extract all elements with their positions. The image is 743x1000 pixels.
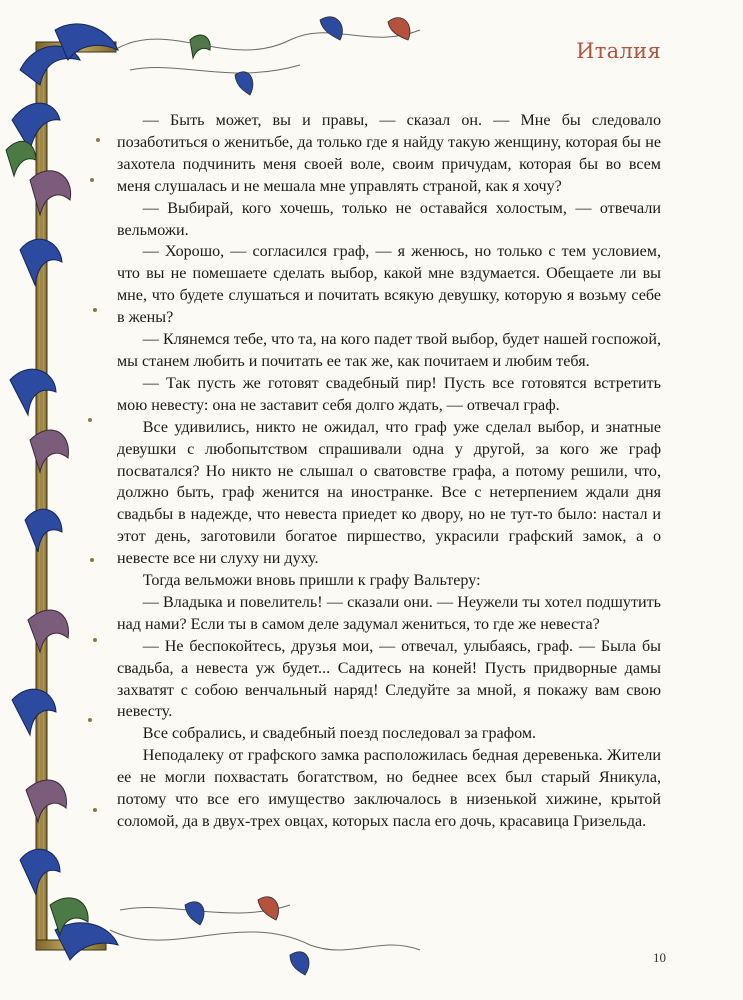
paragraph: — Быть может, вы и правы, — сказал он. — Мне бы следовало позаботиться о женитьбе, да только где я найду такую женщину, которая бы не захотела подчинить меня своей воле, своим причудам, которая бы во всем меня слушалась и не мешала мне управлять страной, как я хочу? bbox=[117, 112, 661, 195]
paragraph: Тогда вельможи вновь пришли к графу Вальтеру: bbox=[142, 572, 481, 590]
paragraph: Все собрались, и свадебный поезд последовал за графом. bbox=[142, 725, 537, 743]
paragraph: — Так пусть же готовят свадебный пир! Пусть все готовятся встретить мою невесту: она не заставит себя долго ждать, — отвечал граф. bbox=[117, 374, 661, 414]
paragraph: Все удивились, никто не ожидал, что граф уже сделал выбор, и знатные девушки с любопытством спрашивали одна у другой, за кого же граф посватался? Но никто не слышал о сватовстве графа, а потому решили, что, должно быть, граф женится на иностранке. Все с нетерпением ждали дня свадьбы в надежде, что невеста приедет ко двору, но не тут-то было: настал и этот день, заготовили богатое пиршество, украсили графский замок, а о невесте все ни слуху ни духу. bbox=[117, 418, 661, 568]
page-number: 10 bbox=[653, 950, 666, 965]
paragraph: — Хорошо, — согласился граф, — я женюсь, но только с тем условием, что вы не помешаете сделать выбор, какой мне вздумается. Обещаете ли вы мне, что будете слушаться и почитать всякую девушку, которую я возьму себе в жены? bbox=[117, 243, 661, 327]
paragraph: — Клянемся тебе, что та, на кого падет твой выбор, будет нашей госпожой, мы станем любить и почитать ее так же, как почитаем и любим тебя. bbox=[117, 331, 661, 370]
paragraph: — Владыка и повелитель! — сказали они. — Неужели ты хотел подшутить над нами? Если ты в самом деле задумал жениться, то где же невеста? bbox=[117, 593, 661, 633]
paragraph: — Не беспокойтесь, друзья мои, — отвечал, улыбаясь, граф. — Была бы свадьба, а невеста уж будет... Садитесь на коней! Пусть придворные дамы захватят с собою венчальный наряд! Следуйте за мной, я покажу вам свою невесту. bbox=[117, 637, 661, 721]
paragraph: Неподалеку от графского замка расположилась бедная деревенька. Жители ее не могли похвастать богатством, но беднее всех был старый Яникула, потому что все его имущество заключалось в низенькой хижине, крытой соломой, да в двух-трех овцах, которых пасла его дочь, красавица Гризельда. bbox=[117, 747, 661, 830]
body-text bbox=[117, 110, 661, 833]
paragraph: — Выбирай, кого хочешь, только не оставайся холостым, — отвечали вельможи. bbox=[117, 199, 661, 239]
running-header: Италия bbox=[576, 39, 661, 63]
